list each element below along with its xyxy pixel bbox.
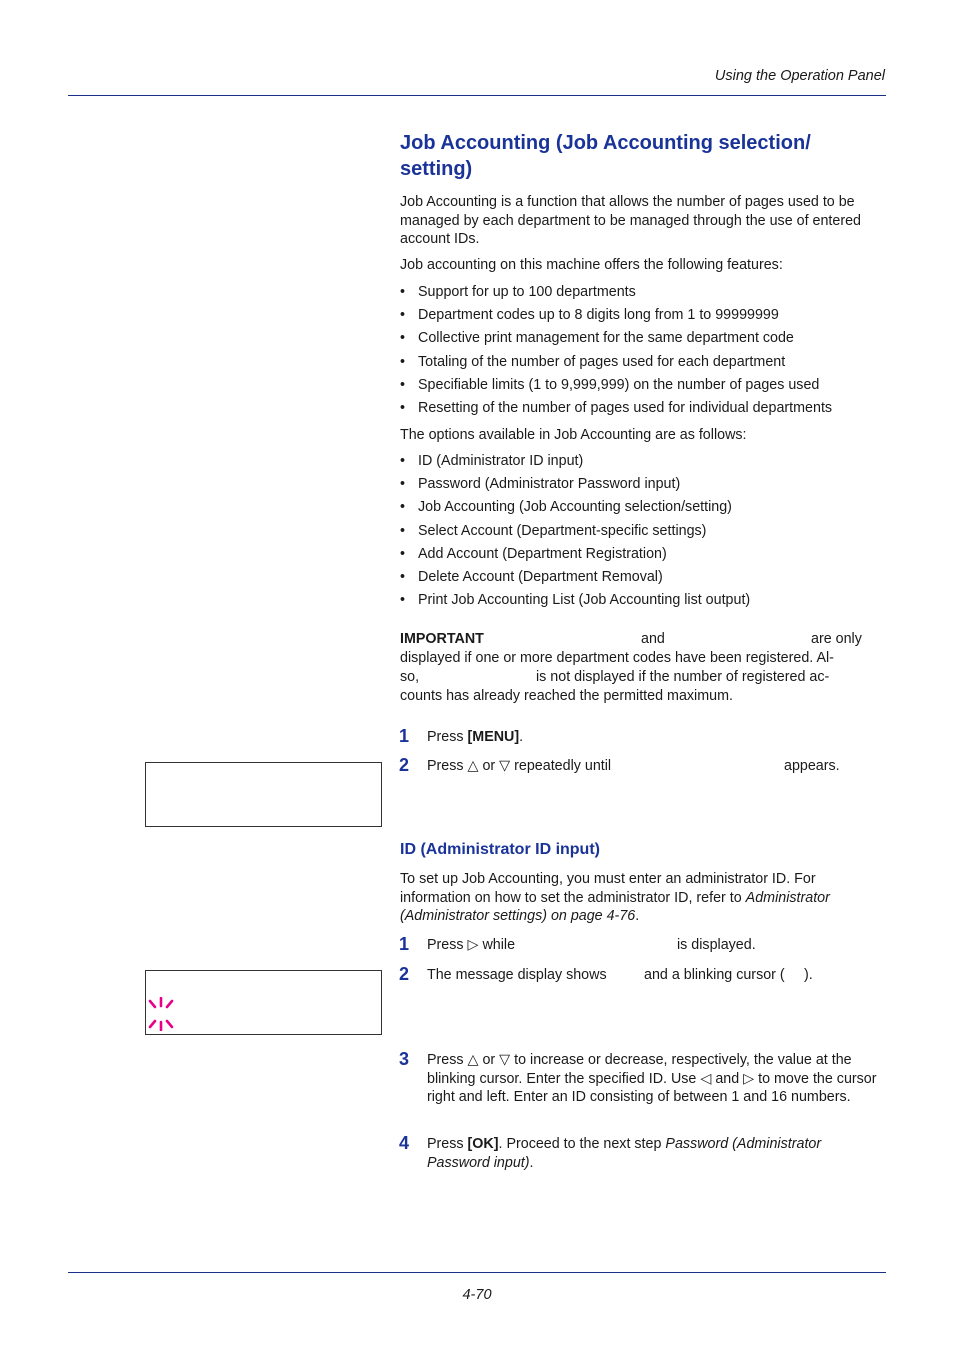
subsection-intro: To set up Job Accounting, you must enter an administrator ID. For information on how to set the administrator ID, refer to Administrator (Administrator settings) on page 4-76. <box>400 871 830 924</box>
step-text: Press △ or ▽ to increase or decrease, respectively, the value at the blinking cursor. Enter the specified ID. Use ◁ and ▷ to move the cursor right and left. Enter an ID consisting of between 1 and 16 numbers. <box>427 1052 877 1105</box>
lcd-display-id <box>145 970 382 1035</box>
subsection-title: ID (Administrator ID input) <box>400 841 600 858</box>
list-item: • Add Account (Department Registration) <box>400 545 886 568</box>
page-number: 4-70 <box>462 1287 492 1303</box>
step-number: 1 <box>399 726 410 746</box>
step-text: Press [OK]. Proceed to the next step Password (Administrator Password input). <box>427 1136 822 1171</box>
list-item: • Password (Administrator Password input) <box>400 475 886 498</box>
features-lead: Job accounting on this machine offers the following features: <box>400 257 783 273</box>
step-text: Press [MENU]. <box>427 729 524 745</box>
list-item: • Select Account (Department-specific settings) <box>400 522 886 545</box>
list-item: • Job Accounting (Job Accounting selection/setting) <box>400 498 886 521</box>
step-number: 2 <box>399 964 410 984</box>
list-item: • Delete Account (Department Removal) <box>400 568 886 591</box>
options-lead: The options available in Job Accounting are as follows: <box>400 427 747 443</box>
step-number: 4 <box>399 1133 410 1153</box>
blinking-cursor-icon <box>147 997 177 1031</box>
list-item: • Resetting of the number of pages used for individual departments <box>400 399 886 422</box>
step-text: Press △ or ▽ repeatedly until appears. <box>427 758 840 774</box>
list-item: • Department codes up to 8 digits long from 1 to 99999999 <box>400 306 886 329</box>
footer-rule <box>68 1272 886 1273</box>
list-item: • Collective print management for the same department code <box>400 329 886 352</box>
section-intro: Job Accounting is a function that allows the number of pages used to be managed by each department to be managed through the use of entered account IDs. <box>400 194 862 247</box>
lcd-display-menu <box>145 762 382 827</box>
section-title: Job Accounting (Job Accounting selection/ setting) <box>400 132 811 180</box>
running-header: Using the Operation Panel <box>714 68 885 84</box>
important-note: IMPORTANT and are only displayed if one or more department codes have been registered. Al- so, is not displayed if the number of registered ac- counts has already reached the permitted maximum. <box>400 631 862 704</box>
list-item: • Print Job Accounting List (Job Accounting list output) <box>400 591 886 614</box>
step-text: The message display shows and a blinking cursor ( ). <box>427 967 813 983</box>
list-item: • Support for up to 100 departments <box>400 283 886 306</box>
important-label: IMPORTANT <box>400 631 484 647</box>
list-item: • Totaling of the number of pages used for each department <box>400 353 886 376</box>
list-item: • ID (Administrator ID input) <box>400 452 886 475</box>
features-list <box>400 283 886 422</box>
options-list <box>400 452 886 614</box>
cross-reference: Administrator (Administrator settings) on page 4-76 <box>400 889 830 924</box>
step-number: 2 <box>399 755 410 775</box>
header-rule <box>68 95 886 96</box>
list-item: • Specifiable limits (1 to 9,999,999) on the number of pages used <box>400 376 886 399</box>
step-text: Press ▷ while is displayed. <box>427 937 756 953</box>
step-number: 1 <box>399 934 410 954</box>
step-number: 3 <box>399 1049 410 1069</box>
